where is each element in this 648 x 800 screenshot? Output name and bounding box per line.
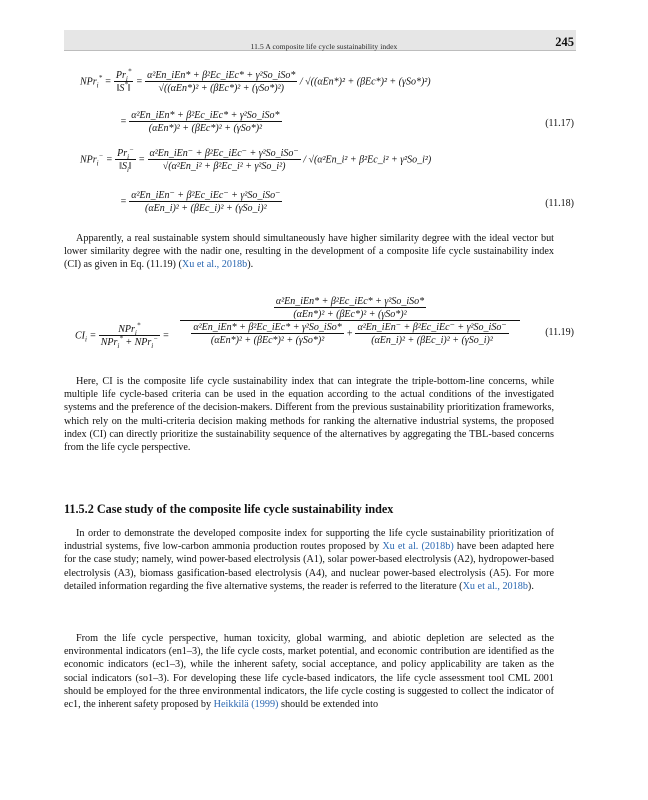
eq-tail: / √((αEn*)² + (βEc*)² + (γSo*)²) [299,76,431,88]
equation-11-17-line2: = $\frac{\text{α²En\_iEn* + β²Ec\_iEc* + γ²So\_iSo*}}{\text{(αEn*)² + (βEc*)² + (γSo*)²}}$ [120,110,280,134]
equation-number-11-19: (11.19) [545,327,574,338]
paragraph-3: In order to demonstrate the developed composite index for supporting the life cycle sustainability prioritization of industrial systems, five low-carbon ammonia production routes proposed by Xu et al. (2018b) have been adapted here for the case study; namely, wind power-based electrolysis (A1), solar power-based electrolysis (A2), hydropower-based electrolysis (A3), biomass gasification-based electrolysis (A4), and nuclear power-based electrolysis (A5). For more detailed information regarding the five alternative systems, the reader is referred to the literature (Xu et al., 2018b). [64,528,554,592]
equation-number-11-17: (11.17) [545,118,574,129]
paragraph-4: From the life cycle perspective, human toxicity, global warming, and abiotic depletion are selected as the environmental indicators (en1–3), the life cycle costs, market potential, and economic contribution are identified as the economic indicators (ec1–3), while the inherent safety, social acceptance, and policy applicability are taken as the social indicators (so1–3). For developing these life cycle-based indicators, the life cycle assessment tool CML 2001 should be employed for the three environmental indicators, the life cycle costing is suggested to collect the indicator of ec1, the inherent safety proposed by Heikkilä (1999) should be extended into [64,633,554,711]
paragraph-2: Here, CI is the composite life cycle sustainability index that can integrate the triple-bottom-line concerns, while multiple life cycle-based criteria can be used in the equation according to the actual conditions of the investigated systems and the preference of the decision-makers. Different from the previous sustainability prioritization frameworks, which rely on the multi-criteria decision making methods for ranking the alternative industrial systems, the proposed index (CI) can directly prioritize the sustainability sequence of the alternatives by aggregating the TBL-based concerns from the life cycle perspective. [64,376,554,454]
citation-link[interactable]: Xu et al., 2018b [462,580,528,592]
paragraph-1: Apparently, a real sustainable system should simultaneously have higher similarity degree with the ideal vector but lower similarity degree with the nadir one, resulting in the development of a composite life cycle sustainability index (CI) as given in Eq. (11.19) (Xu et al., 2018b). [64,233,554,271]
fraction: $\frac{\text{α²En\_iEn⁻ + β²Ec\_iEc⁻ + γ²So\_iSo⁻}}{\text{√(α²En\_i² + β²Ec\_i² + γ²So\_i²)}}$ [149,148,299,172]
eq-lhs: NPr [80,154,97,166]
eq-tail: / √(α²En_i² + β²Ec_i² + γ²So_i²) [303,154,432,166]
fraction: $\frac{\text{α²En\_iEn⁻ + β²Ec\_iEc⁻ + γ²So\_iSo⁻}}{\text{(αEn\_i)² + (βEc\_i)² + (γSo\_i)²}}$ [131,190,281,214]
equation-11-17-line1: NPr$_i$* = $\frac{Pr_i^*}{‖S^*‖}$ = $\frac{\text{α²En\_iEn* + β²Ec\_iEc* + γ²So\_iSo*}}{\text{√((αEn*)² + (βEc*)² + (γSo*)²)}}$ / √((αEn*)² + (βEc*)² + (γSo*)²) [80,67,431,94]
citation-link[interactable]: Xu et al. (2018b) [382,541,454,553]
fraction: $\frac{\text{α²En\_iEn* + β²Ec\_iEc* + γ²So\_iSo*}}{\text{(αEn*)² + (βEc*)² + (γSo*)²}}$ $\frac{\text{α²En\_iEn* + β²Ec\_iEc* + γ²So\_iSo*}}{\text{(αEn*)² + (βEc*)² + (γSo*)²}}$ + $\frac{\text{α²En\_iEn⁻ + β²Ec\_iEc⁻ + γ²So\_iSo⁻}}{\text{(αEn\_i)² + (βEc\_i)² + (γSo\_i)²}}$ [180,296,520,346]
fraction: $\frac{NPr_i^*}{NPr_i^* + NPr_i^-}$ [100,321,158,350]
equation-number-11-18: (11.18) [545,198,574,209]
eq-lhs: NPr [80,76,97,88]
running-title: 11.5 A composite life cycle sustainability index [250,42,398,51]
fraction: $\frac{Pr_i^-}{‖S_i‖}$ [117,145,134,174]
fraction: $\frac{Pr_i^*}{‖S^*‖}$ [115,67,132,94]
fraction: $\frac{\text{α²En\_iEn* + β²Ec\_iEc* + γ²So\_iSo*}}{\text{√((αEn*)² + (βEc*)² + (γSo*)²)}}$ [147,70,296,94]
page-number: 245 [555,35,574,49]
section-heading: 11.5.2 Case study of the composite life cycle sustainability index [64,502,394,516]
citation-link[interactable]: Heikkilä (1999) [213,699,279,711]
citation-link[interactable]: Xu et al., 2018b [181,259,248,271]
equation-11-18-line1: NPr$_i$− = $\frac{Pr_i^-}{‖S_i‖}$ = $\frac{\text{α²En\_iEn⁻ + β²Ec\_iEc⁻ + γ²So\_iSo⁻}}{\text{√(α²En\_i² + β²Ec\_i² + γ²So\_i²)}}$ / √(α²En_i² + β²Ec_i² + γ²So_i²) [80,145,432,174]
fraction: $\frac{\text{α²En\_iEn* + β²Ec\_iEc* + γ²So\_iSo*}}{\text{(αEn*)² + (βEc*)² + (γSo*)²}}$ [131,110,280,134]
equation-11-18-line2: = $\frac{\text{α²En\_iEn⁻ + β²Ec\_iEc⁻ + γ²So\_iSo⁻}}{\text{(αEn\_i)² + (βEc\_i)² + (γSo\_i)²}}$ [120,190,281,214]
